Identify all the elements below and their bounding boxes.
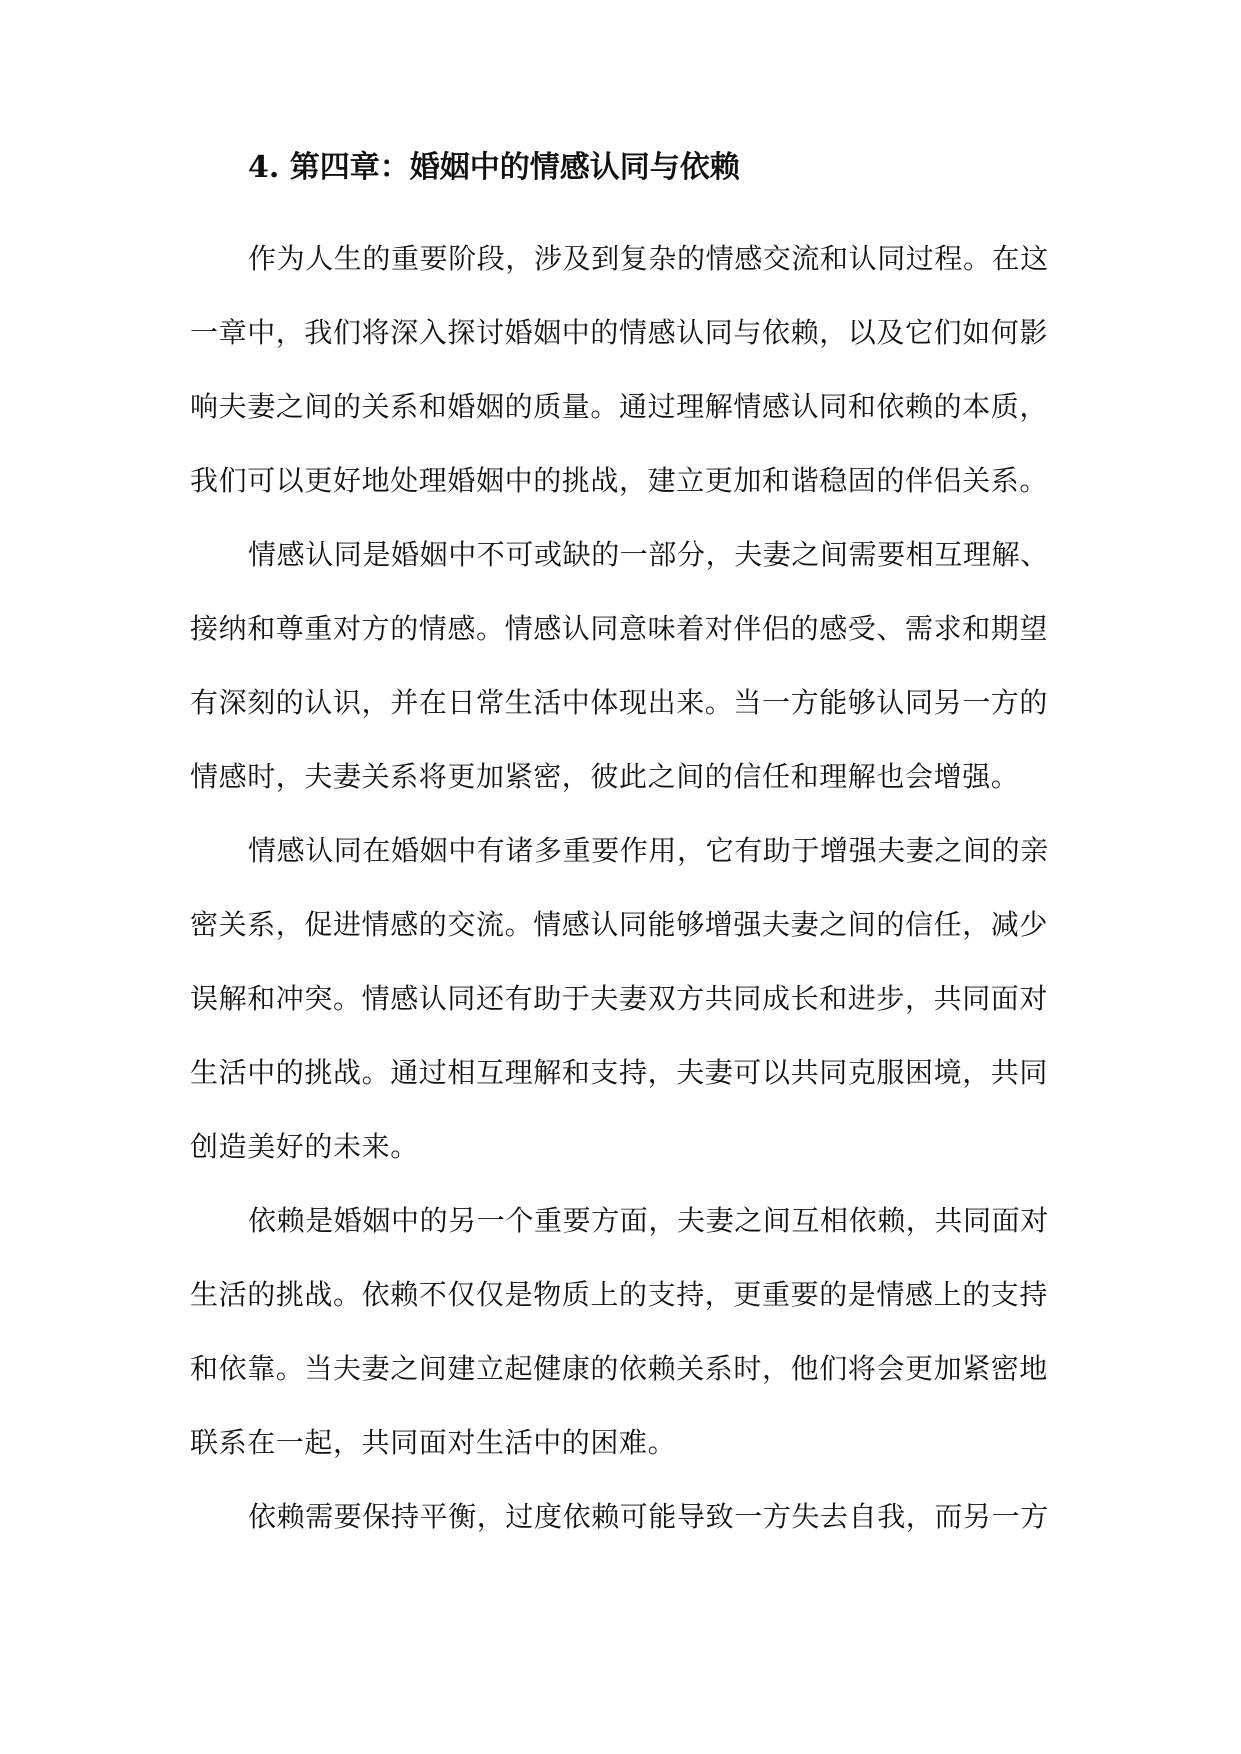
chapter-number: 4. [248, 150, 280, 185]
text-line: 情感认同在婚姻中有诸多重要作用，它有助于增强夫妻之间的亲 [248, 834, 1049, 867]
text-line: 生活中的挑战。通过相互理解和支持，夫妻可以共同克服困境，共同 [190, 1056, 1049, 1089]
chapter-title: 第四章：婚姻中的情感认同与依赖 [289, 150, 740, 185]
paragraph-3 [190, 814, 1050, 1184]
text-line: 和依靠。当夫妻之间建立起健康的依赖关系时，他们将会更加紧密地 [190, 1352, 1049, 1385]
paragraph-2 [190, 518, 1050, 814]
text-line: 情感认同是婚姻中不可或缺的一部分，夫妻之间需要相互理解、 [248, 538, 1049, 571]
paragraph-1 [190, 222, 1050, 518]
text-line: 密关系，促进情感的交流。情感认同能够增强夫妻之间的信任，减少 [190, 908, 1049, 941]
text-line: 创造美好的未来。 [190, 1130, 419, 1163]
text-line: 联系在一起，共同面对生活中的困难。 [190, 1426, 677, 1459]
body-text [190, 222, 1050, 1554]
text-line: 误解和冲突。情感认同还有助于夫妻双方共同成长和进步，共同面对 [190, 982, 1049, 1015]
text-line: 生活的挑战。依赖不仅仅是物质上的支持，更重要的是情感上的支持 [190, 1278, 1049, 1311]
text-line: 情感时，夫妻关系将更加紧密，彼此之间的信任和理解也会增强。 [190, 760, 1020, 793]
text-line: 响夫妻之间的关系和婚姻的质量。通过理解情感认同和依赖的本质， [190, 390, 1049, 423]
text-line: 我们可以更好地处理婚姻中的挑战，建立更加和谐稳固的伴侣关系。 [190, 464, 1049, 497]
text-line: 作为人生的重要阶段，涉及到复杂的情感交流和认同过程。在这 [248, 242, 1049, 275]
text-line: 有深刻的认识，并在日常生活中体现出来。当一方能够认同另一方的 [190, 686, 1049, 719]
text-line: 接纳和尊重对方的情感。情感认同意味着对伴侣的感受、需求和期望 [190, 612, 1049, 645]
chapter-heading [248, 146, 740, 190]
text-line: 一章中，我们将深入探讨婚姻中的情感认同与依赖，以及它们如何影 [190, 316, 1049, 349]
text-line: 依赖是婚姻中的另一个重要方面，夫妻之间互相依赖，共同面对 [248, 1204, 1049, 1237]
paragraph-5 [190, 1480, 1050, 1554]
paragraph-4 [190, 1184, 1050, 1480]
text-line: 依赖需要保持平衡，过度依赖可能导致一方失去自我，而另一方 [248, 1500, 1049, 1533]
